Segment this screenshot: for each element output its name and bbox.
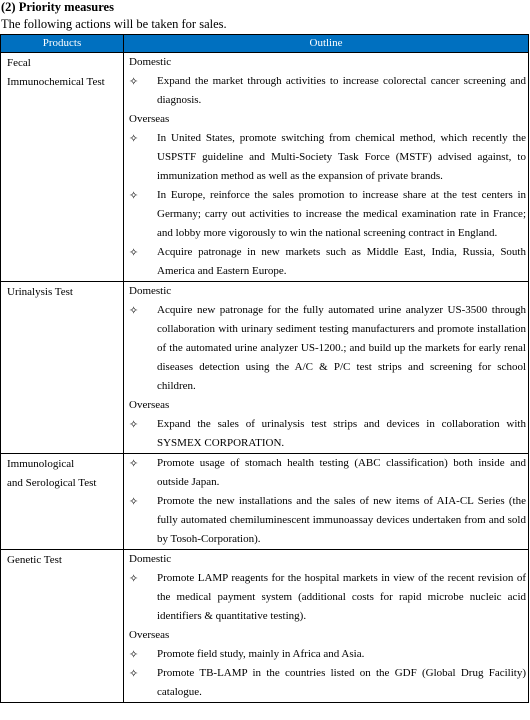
table-header-row (1, 35, 529, 53)
bullet-text: Promote TB-LAMP in the countries listed on the GDF (Global Drug Facility) catalogue. (157, 667, 526, 698)
header-products: Products (1, 35, 124, 53)
bullet-text: Acquire patronage in new markets such as Middle East, India, Russia, South America and Eastern Europe. (157, 246, 526, 277)
bullet-text: In United States, promote switching from chemical method, which recently the USPSTF guideline and Multi-Society Task Force (MSTF) advised against, to immunization method as well as the expansion of private brands. (157, 132, 526, 182)
product-cell (1, 550, 124, 703)
star-bullet-icon: ✧ (129, 495, 139, 508)
market-label: Domestic (129, 56, 172, 68)
product-cell (1, 282, 124, 454)
star-bullet-icon: ✧ (129, 75, 139, 88)
star-bullet-icon: ✧ (129, 418, 139, 431)
bullet-text: In Europe, reinforce the sales promotion to increase share at the test centers in Germany; carry out activities to increase the medical examination rate in France; and lobby more vigorously to win the national screening contract in England. (157, 189, 526, 239)
star-bullet-icon: ✧ (129, 667, 139, 680)
bullet-item (129, 129, 528, 186)
product-name-line: Urinalysis Test (7, 286, 73, 298)
star-bullet-icon: ✧ (129, 132, 139, 145)
bullet-text: Acquire new patronage for the fully automated urine analyzer US-3500 through collaboration with urinary sediment testing manufacturers and promote installation of the automated urine analyzer US-1200.; and build up the markets for early renal diseases detection using the A/C & P/C test strips and screening for school children. (157, 304, 526, 392)
star-bullet-icon: ✧ (129, 189, 139, 202)
section-heading: (2) Priority measures (1, 0, 114, 14)
market-label: Domestic (129, 285, 172, 297)
bullet-item (129, 186, 528, 243)
star-bullet-icon: ✧ (129, 304, 139, 317)
product-name-line: Genetic Test (7, 554, 62, 566)
bullet-text: Promote LAMP reagents for the hospital markets in view of the recent revision of the medical payment system (additional costs for rapid microbe nucleic acid identifiers & quantitative testing). (157, 572, 526, 622)
outline-cell (124, 550, 529, 703)
bullet-text: Promote field study, mainly in Africa and Asia. (157, 648, 365, 660)
outline-cell (124, 53, 529, 282)
product-name-line: Immunochemical Test (7, 76, 105, 88)
bullet-text: Expand the sales of urinalysis test strips and devices in collaboration with SYSMEX CORPORATION. (157, 418, 526, 449)
market-label: Domestic (129, 553, 172, 565)
table-row (1, 550, 529, 703)
star-bullet-icon: ✧ (129, 457, 139, 470)
table-row (1, 282, 529, 454)
market-label: Overseas (129, 113, 170, 125)
table-row (1, 53, 529, 282)
table-row (1, 454, 529, 550)
product-cell (1, 53, 124, 282)
intro-text: The following actions will be taken for sales. (1, 17, 227, 31)
bullet-item (129, 301, 528, 396)
bullet-text: Promote the new installations and the sales of new items of AIA-CL Series (the fully automated chemiluminescent immunoassay devices undertaken from and sold by Tosoh-Corporation). (157, 495, 526, 545)
star-bullet-icon: ✧ (129, 246, 139, 259)
outline-cell (124, 282, 529, 454)
product-name-line: Fecal (7, 57, 31, 69)
market-label: Overseas (129, 399, 170, 411)
outline-cell (124, 454, 529, 550)
product-name-line: Immunological (7, 458, 75, 470)
market-label: Overseas (129, 629, 170, 641)
star-bullet-icon: ✧ (129, 648, 139, 661)
header-outline: Outline (124, 35, 529, 53)
bullet-text: Expand the market through activities to increase colorectal cancer screening and diagnosis. (157, 75, 526, 106)
bullet-item (129, 492, 528, 549)
bullet-item (129, 243, 528, 281)
priority-measures-table (0, 34, 529, 703)
bullet-text: Promote usage of stomach health testing (ABC classification) both inside and outside Japan. (157, 457, 526, 488)
bullet-item (129, 454, 528, 492)
product-cell (1, 454, 124, 550)
bullet-item (129, 415, 528, 453)
bullet-item (129, 664, 528, 702)
bullet-item (129, 645, 528, 664)
bullet-item (129, 72, 528, 110)
star-bullet-icon: ✧ (129, 572, 139, 585)
product-name-line: and Serological Test (7, 477, 97, 489)
bullet-item (129, 569, 528, 626)
